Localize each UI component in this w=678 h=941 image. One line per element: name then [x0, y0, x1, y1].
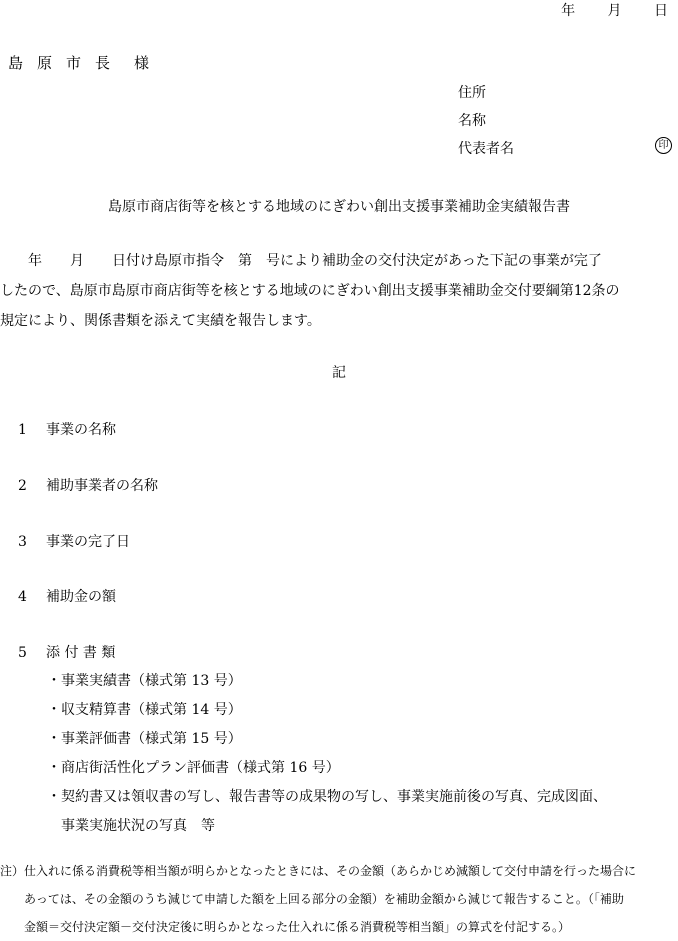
seal-mark: 印: [655, 137, 672, 154]
address-label: 住所: [458, 85, 486, 101]
body-line-2: したので、島原市島原市商店街等を核とする地域のにぎわい創出支援事業補助金交付要綱第12条の: [0, 283, 620, 299]
body-line-3: 規定により、関係書類を添えて実績を報告します。: [0, 313, 321, 329]
item-number: 4: [18, 589, 27, 605]
ki-heading: 記: [332, 365, 346, 381]
body-line-1: 年 月 日付け島原市指令 第 号により補助金の交付決定があった下記の事業が完了: [0, 253, 602, 269]
item-2: [18, 475, 158, 495]
item-label: 添 付 書 類: [46, 645, 116, 661]
attachment-item: 事業実施状況の写真 等: [47, 818, 215, 834]
item-3: [18, 531, 130, 551]
item-label: 事業の完了日: [46, 534, 130, 550]
note-line-1: 注）仕入れに係る消費税等相当額が明らかとなったときには、その金額（あらかじめ減額して交付申請を行った場合に: [0, 864, 637, 878]
date-year: 年: [561, 3, 576, 19]
attachment-item: ・事業評価書（様式第 15 号）: [47, 731, 242, 747]
addressee: [8, 52, 163, 73]
note-line-3: 金額＝交付決定額－交付決定後に明らかとなった仕入れに係る消費税等相当額」の算式を付記する。）: [0, 920, 571, 934]
item-number: 5: [18, 645, 27, 661]
item-4: [18, 586, 116, 606]
addressee-honorific: 様: [134, 54, 164, 72]
item-number: 2: [18, 478, 27, 494]
item-number: 3: [18, 534, 27, 550]
addressee-name: 島原市長: [8, 54, 125, 72]
attachment-item: ・契約書又は領収書の写し、報告書等の成果物の写し、事業実施前後の写真、完成図面、: [47, 789, 607, 805]
representative-label: 代表者名: [458, 141, 514, 157]
attachment-item: ・事業実績書（様式第 13 号）: [47, 673, 242, 689]
item-label: 補助金の額: [46, 589, 116, 605]
item-5: [18, 642, 115, 662]
item-label: 補助事業者の名称: [46, 478, 158, 494]
item-1: [18, 419, 116, 439]
note-line-2: あっては、その金額のうち減じて申請した額を上回る部分の金額）を補助金額から減じて報告すること。（「補助: [0, 892, 624, 906]
item-number: 1: [18, 422, 27, 438]
attachment-item: ・収支精算書（様式第 14 号）: [47, 702, 242, 718]
date-day: 日: [654, 3, 668, 19]
item-label: 事業の名称: [46, 422, 116, 438]
name-label: 名称: [458, 113, 486, 129]
attachment-item: ・商店街活性化プラン評価書（様式第 16 号）: [47, 760, 340, 776]
document-title: 島原市商店街等を核とする地域のにぎわい創出支援事業補助金実績報告書: [108, 199, 570, 215]
date-line: [533, 0, 668, 20]
date-month: 月: [607, 3, 622, 19]
